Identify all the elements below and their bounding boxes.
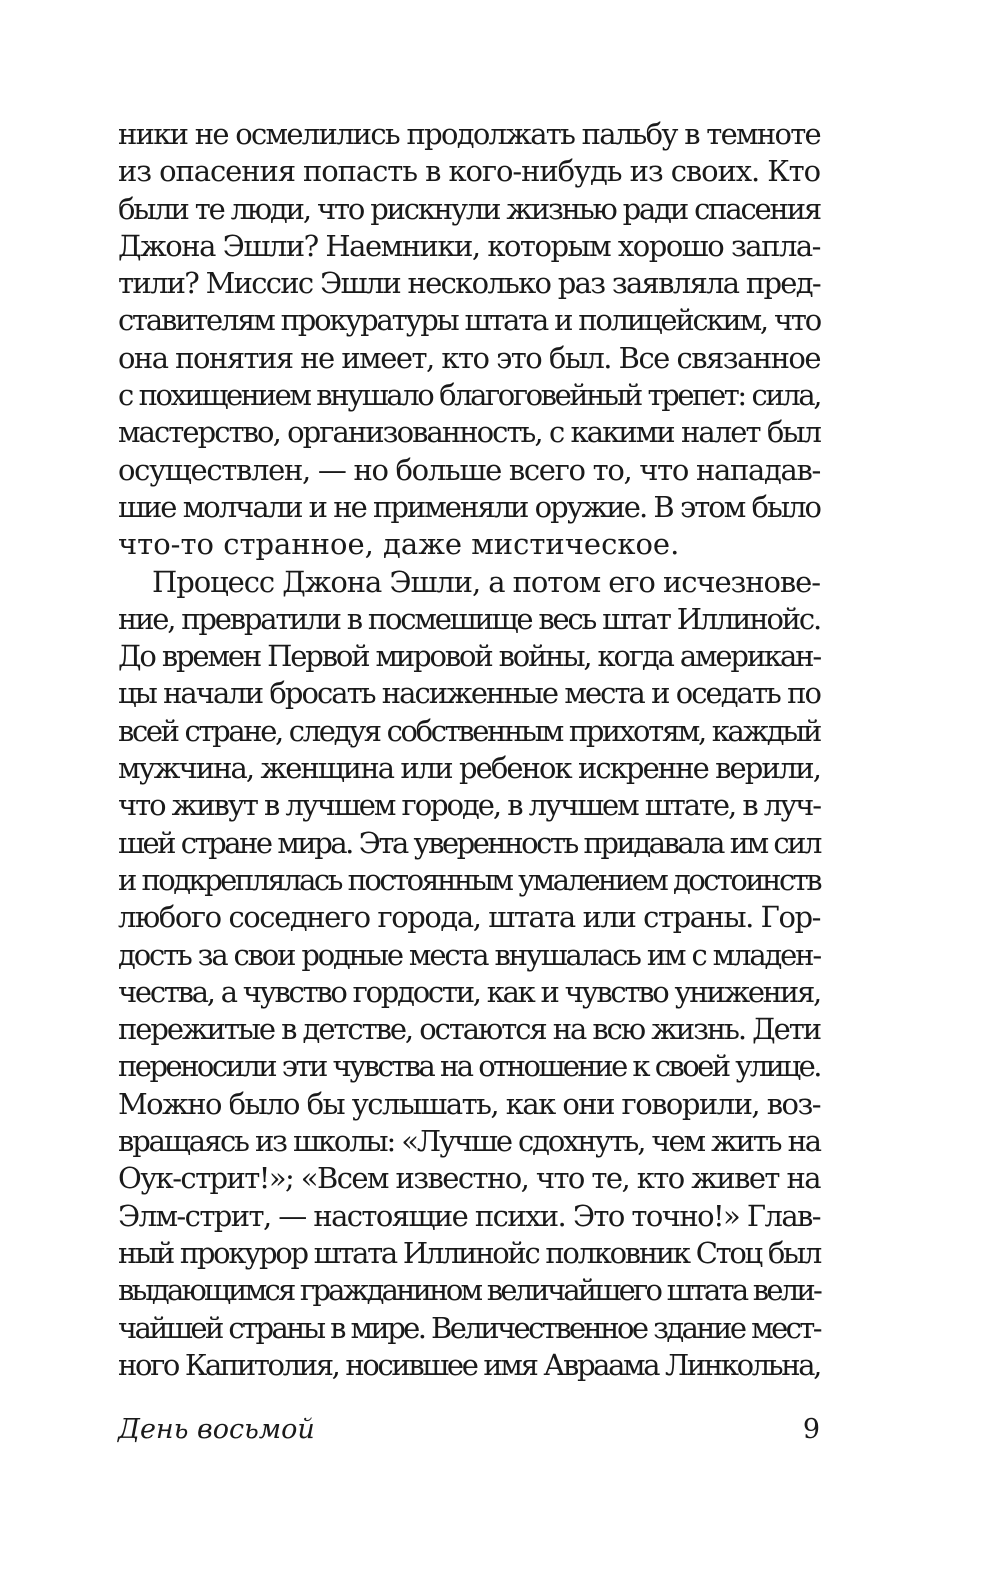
text-line: из опасения попасть в кого-нибудь из своих. Кто: [118, 154, 820, 189]
running-title: День восьмой: [118, 1414, 315, 1445]
text-line: ние, превратили в посмешище весь штат Иллинойс.: [118, 601, 820, 636]
text-line: осуществлен, — но больше всего то, что нападав-: [118, 452, 820, 487]
text-line: тили? Миссис Эшли несколько раз заявляла пред-: [118, 266, 820, 301]
text-line: были те люди, что рискнули жизнью ради спасения: [118, 191, 820, 226]
text-line: ставителям прокуратуры штата и полицейским, что: [118, 303, 820, 338]
text-line: вращаясь из школы: «Лучше сдохнуть, чем жить на: [118, 1124, 820, 1159]
text-line: шей стране мира. Эта уверенность придавала им сил: [118, 825, 820, 860]
text-line: любого соседнего города, штата или страны. Гор-: [118, 900, 820, 935]
text-line: шие молчали и не применяли оружие. В этом было: [118, 489, 820, 524]
text-line: мужчина, женщина или ребенок искренне верили,: [118, 751, 820, 786]
text-line: Элм-стрит, — настоящие психи. Это точно!» Глав-: [118, 1198, 820, 1233]
text-line: ники не осмелились продолжать пальбу в темноте: [118, 117, 821, 151]
text-line: с похищением внушало благоговейный трепет: сила,: [118, 378, 820, 413]
page-body: [118, 116, 820, 1384]
paragraph-2: [118, 564, 820, 1385]
text-line: Процесс Джона Эшли, а потом его исчезнове-: [152, 564, 820, 599]
text-line: выдающимся гражданином величайшего штата вели-: [118, 1273, 820, 1308]
text-line: переносили эти чувства на отношение к своей улице.: [118, 1049, 820, 1084]
text-line: пережитые в детстве, остаются на всю жизнь. Дети: [118, 1012, 820, 1047]
text-line: дость за свои родные места внушалась им с младен-: [118, 937, 820, 972]
page-number: 9: [802, 1414, 820, 1445]
text-line: Оук-стрит!»; «Всем известно, что те, кто живет на: [118, 1161, 820, 1196]
text-line: что-то странное, даже мистическое.: [118, 527, 680, 562]
text-line: что живут в лучшем городе, в лучшем штате, в луч-: [118, 788, 820, 823]
text-line: цы начали бросать насиженные места и оседать по: [118, 676, 820, 711]
text-line: всей стране, следуя собственным прихотям, каждый: [118, 713, 820, 748]
text-line: мастерство, организованность, с какими налет был: [118, 415, 820, 450]
paragraph-1: [118, 116, 820, 564]
text-line: она понятия не имеет, кто это был. Все связанное: [118, 340, 820, 375]
text-line: До времен Первой мировой войны, когда американ-: [118, 639, 820, 674]
text-line: Можно было бы услышать, как они говорили, воз-: [118, 1086, 821, 1121]
page-footer: [118, 1414, 820, 1445]
text-line: Джона Эшли? Наемники, которым хорошо запла-: [118, 228, 820, 263]
text-line: ный прокурор штата Иллинойс полковник Стоц был: [118, 1235, 820, 1270]
text-line: чества, а чувство гордости, как и чувство унижения,: [118, 974, 820, 1009]
text-line: чайшей страны в мире. Величественное здание мест-: [118, 1310, 820, 1345]
text-line: ного Капитолия, носившее имя Авраама Линкольна,: [118, 1347, 821, 1382]
text-line: и подкреплялась постоянным умалением достоинств: [118, 862, 820, 897]
